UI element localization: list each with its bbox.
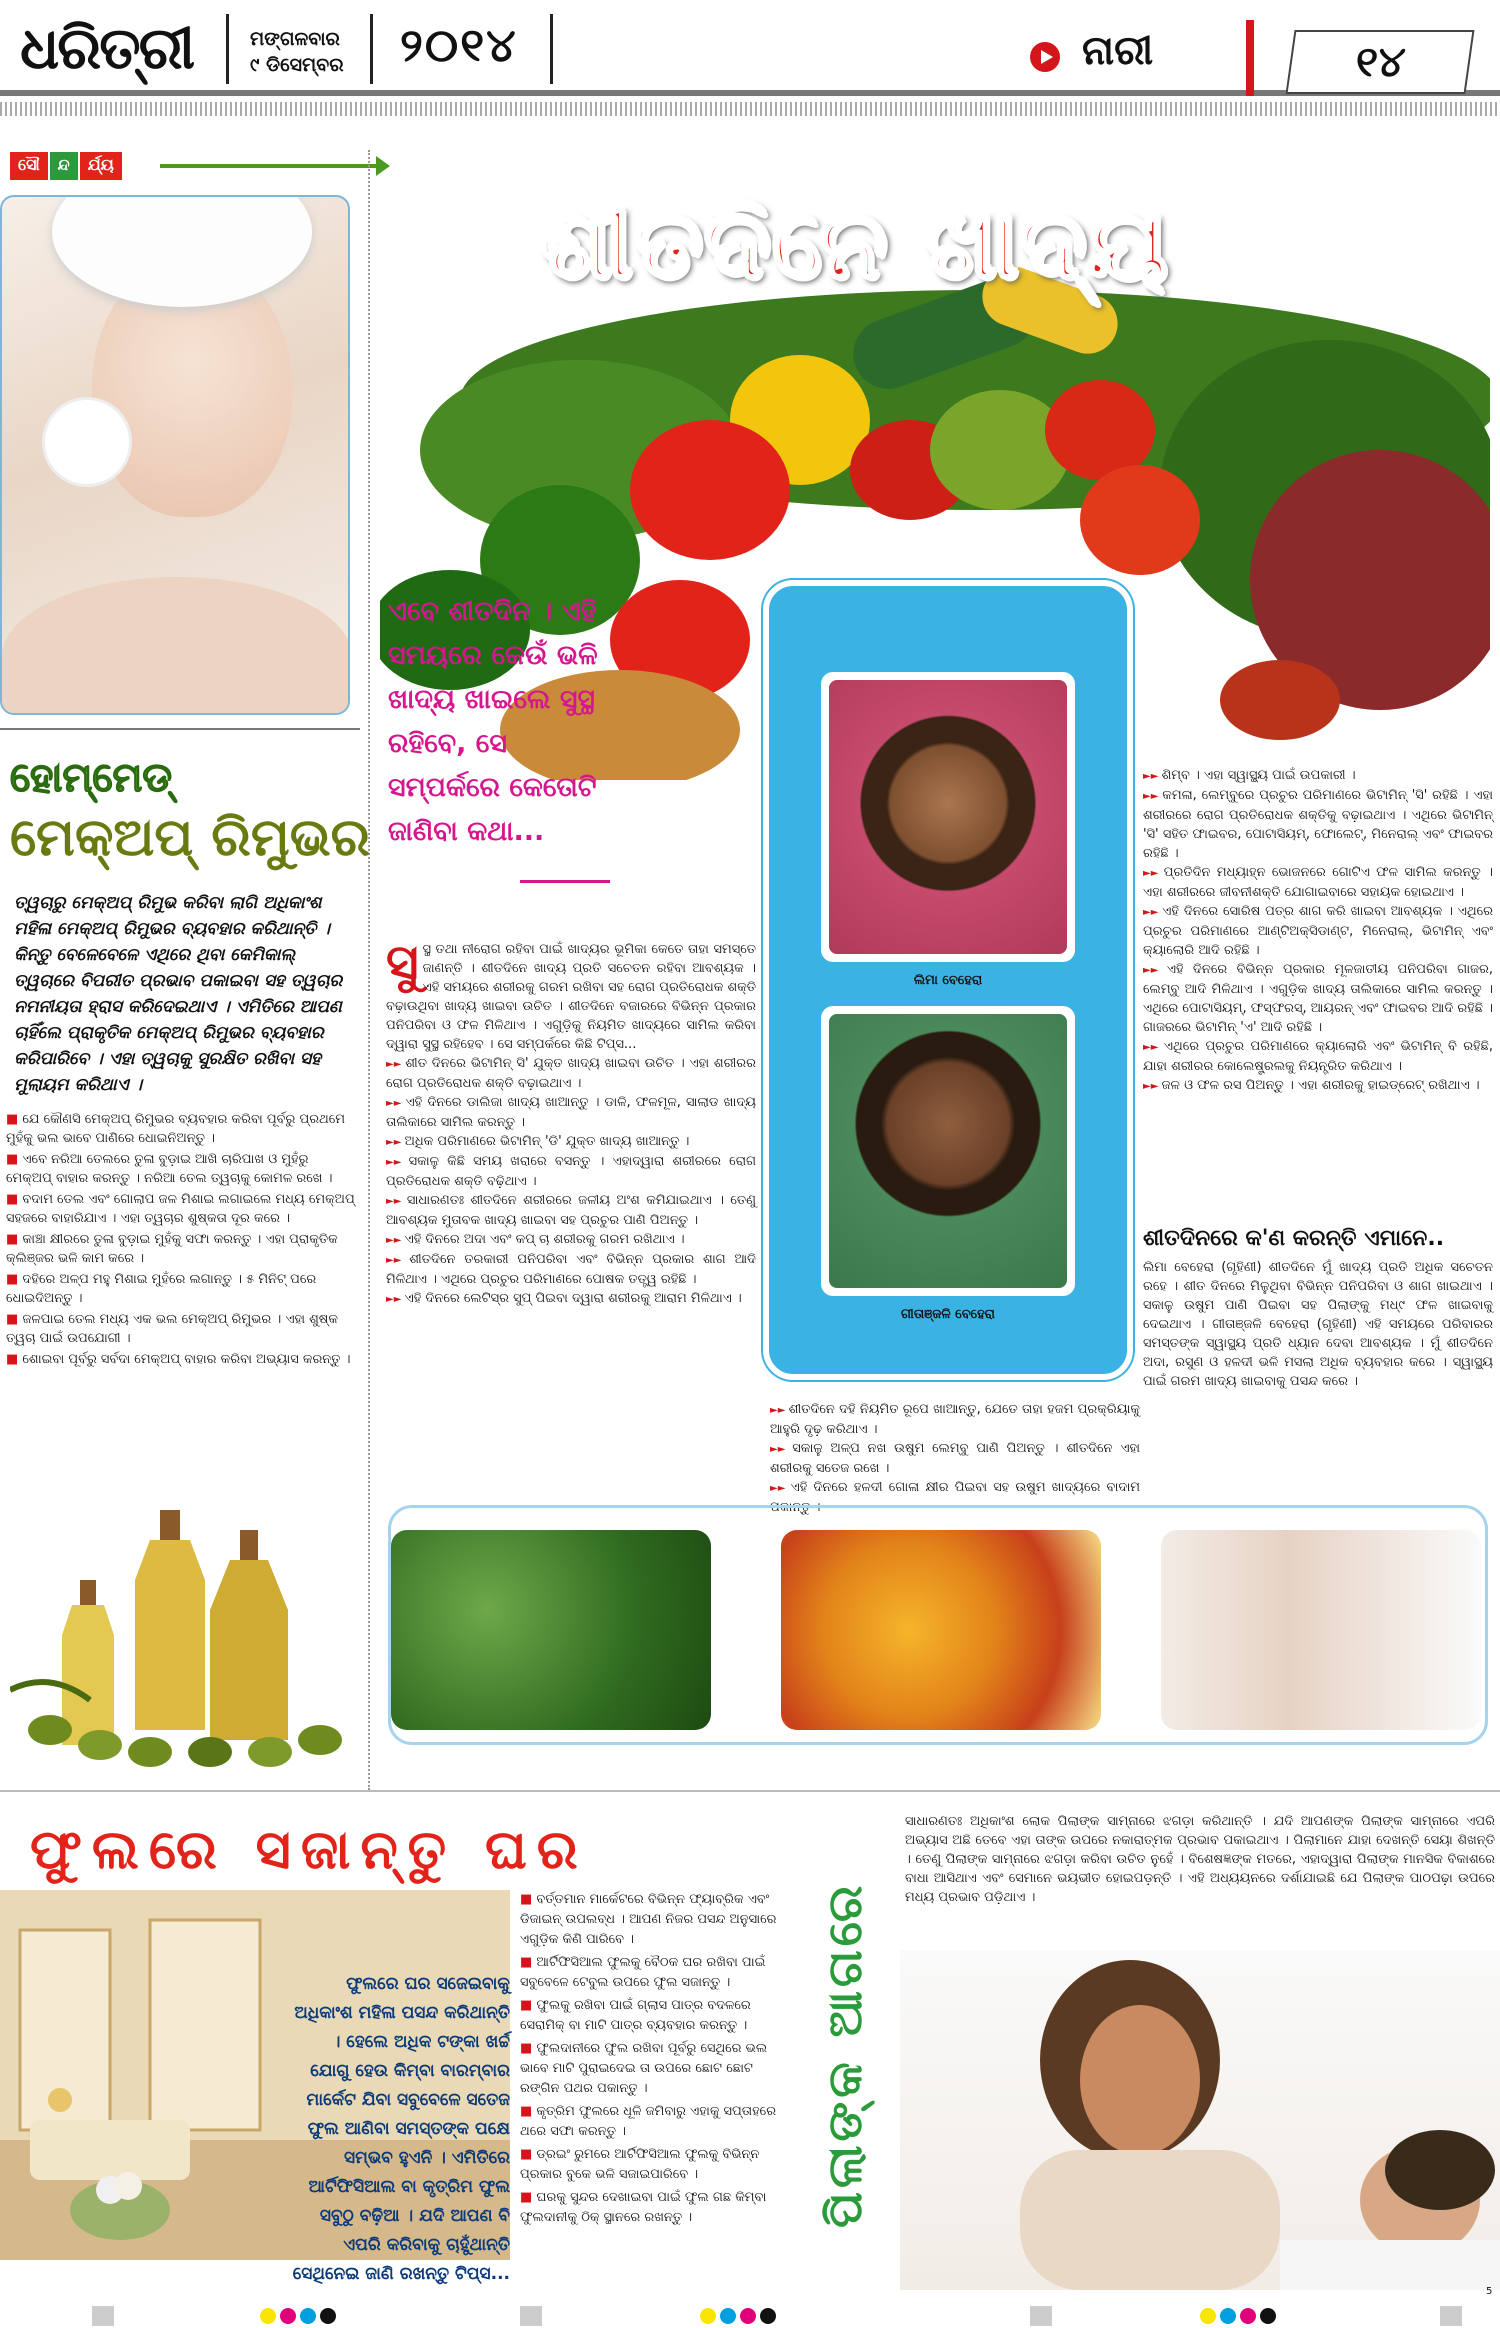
newspaper-logo: ଧରିତ୍ରୀ bbox=[20, 14, 194, 82]
list-item: ►► ଏହି ଦିନରେ ସୋରିଷ ପତ୍ର ଶାଗ କରି ଖାଇବା ଆବଶ୍ୟକ । ଏଥିରେ ପ୍ରଚୁର ପରିମାଣରେ ଆଣ୍ଟିଅକ୍ସିଡାଣ୍ଟ, ମିନେରାଲ୍‌, ଭିଟାମିନ୍‌ ଏବଂ କ୍ୟାଲୋରି ଆଦି ରହିଛି । bbox=[1143, 902, 1493, 960]
registration-dot bbox=[700, 2308, 716, 2324]
decor-intro: ଫୁଲରେ ଘର ସଜେଇବାକୁ ଅଧିକାଂଶ ମହିଳା ପସନ୍ଦ କରିଥାନ୍ତି । ହେଲେ ଅଧିକ ଟଙ୍କା ଖର୍ଚ୍ଚ ଯୋଗୁ ହେଉ କିମ୍ବା ବାରମ୍ବାର ମାର୍କେଟ ଯିବା ସବୁବେଳେ ସତେଜ ଫୁଲ ଆଣିବା ସମସ୍ତଙ୍କ ପକ୍ଷେ ସମ୍ଭବ ହୁଏନି । ଏମିତିରେ ଆର୍ଟିଫିସିଆଲ ବା କୃତ୍ରିମ ଫୁଲ ସବୁଠୁ ବଢ଼ିଆ । ଯଦି ଆପଣ ବି ଏପରି କରିବାକୁ ଚାହୁଁଥାନ୍ତି ସେଥିନେଇ ଜାଣି ରଖନ୍ତୁ ଟିପ୍ସ... bbox=[292, 1974, 510, 2284]
rule bbox=[0, 728, 360, 730]
column-rule bbox=[368, 150, 370, 1790]
list-item: ►► ଏହି ଦିନରେ ଲେଟିସ୍‌ର ସୁପ୍‌ ପିଇବା ଦ୍ୱାରା ଶରୀରକୁ ଆରାମ ମିଳିଥାଏ । bbox=[386, 1289, 756, 1309]
portrait-frame bbox=[821, 1006, 1075, 1322]
page-number: ୧୪ bbox=[1286, 30, 1475, 94]
beauty-tag-part: ର୍ଯ୍ୟ bbox=[80, 152, 122, 180]
subheading: ଶୀତଦିନରେ କ'ଣ କରନ୍ତି ଏମାନେ.. bbox=[1143, 1226, 1445, 1251]
cotton-pad bbox=[42, 397, 132, 487]
food-column-3 bbox=[1143, 1258, 1493, 1391]
section-separator bbox=[0, 1790, 1500, 1792]
list-item: ►► ସକାଳୁ ଅଳ୍ପ ନଖ ଉଷୁମ ଲେମ୍ବୁ ପାଣି ପିଅନ୍ତୁ । ଶୀତଦିନେ ଏହା ଶରୀରକୁ ସତେଜ ରଖେ । bbox=[770, 1439, 1140, 1478]
registration-dot bbox=[1220, 2308, 1236, 2324]
arrow-decoration bbox=[520, 880, 610, 883]
photo-strip bbox=[388, 1505, 1488, 1745]
divider bbox=[370, 14, 373, 84]
registration-block bbox=[92, 2306, 114, 2326]
list-item: ■ କୃତ୍ରିମ ଫୁଲରେ ଧୂଳି ଜମିବାରୁ ଏହାକୁ ସପ୍ତାହରେ ଥରେ ସଫା କରନ୍ତୁ । bbox=[520, 2102, 790, 2142]
beauty-tag-part: ନ୍ଦ bbox=[50, 152, 78, 180]
list-item: ►► ଏହି ଦିନରେ ଡାଲିଜା ଖାଦ୍ୟ ଖାଆନ୍ତୁ । ଡାଳି, ଫଳମୂଳ, ସାଲାଡ ଖାଦ୍ୟ ତାଲିକାରେ ସାମିଲ କରନ୍ତୁ । bbox=[386, 1093, 756, 1132]
list-item: ►► ସାଧାରଣତଃ ଶୀତଦିନେ ଶରୀରରେ ଜଳୀୟ ଅଂଶ କମିଯାଇଥାଏ । ତେଣୁ ଆବଶ୍ୟକ ମୁତାବକ ଖାଦ୍ୟ ଖାଇବା ସହ ପ୍ରଚୁର ପାଣି ପିଅନ୍ତୁ । bbox=[386, 1191, 756, 1230]
print-registration-bar bbox=[0, 2286, 1500, 2328]
registration-dot bbox=[740, 2308, 756, 2324]
masthead bbox=[0, 0, 1500, 96]
portrait-panel bbox=[763, 580, 1133, 1380]
beauty-title-line1: ହୋମ୍‌ମେଡ୍‌ bbox=[10, 755, 172, 801]
list-item: ■ ଜଳପାଇ ତେଲ ମଧ୍ୟ ଏକ ଭଲ ମେକ୍‌ଅପ୍‌ ରିମୁଭର । ଏହା ଶୁଷ୍କ ତ୍ୱଚା ପାଇଁ ଉପଯୋଗୀ । bbox=[6, 1310, 358, 1348]
list-item: ►► ସକାଳୁ କିଛି ସମୟ ଖରାରେ ବସନ୍ତୁ । ଏହାଦ୍ୱାରା ଶରୀରରେ ରୋଗ ପ୍ରତିରୋଧକ ଶକ୍ତି ବଢ଼ିଥାଏ । bbox=[386, 1152, 756, 1191]
kids-article: ସାଧାରଣତଃ ଅଧିକାଂଶ ଲୋକ ପିଲାଙ୍କ ସାମ୍ନାରେ ଝଗଡ଼ା କରିଥାନ୍ତି । ଯଦି ଆପଣଙ୍କ ପିଲାଙ୍କ ସାମ୍ନାରେ ଏପରି ଅଭ୍ୟାସ ଅଛି ତେବେ ଏହା ତାଙ୍କ ଉପରେ ନକାରାତ୍ମକ ପ୍ରଭାବ ପକାଇଥାଏ । ପିଲାମାନେ ଯାହା ଦେଖନ୍ତି ସେୟା ଶିଖନ୍ତି । ତେଣୁ ପିଲାଙ୍କ ସାମ୍ନାରେ ଝଗଡ଼ା କରିବା ଉଚିତ ନୁହେଁ । ବିଶେଷଜ୍ଞଙ୍କ ମତରେ, ଏହାଦ୍ୱାରା ପିଲାଙ୍କ ମାନସିକ ବିକାଶରେ ବାଧା ଆସିଥାଏ ଏବଂ ସେମାନେ ଭୟଭୀତ ହୋଇପଡ଼ନ୍ତି । ଏହି ଅଧ୍ୟୟନରେ ଦର୍ଶାଯାଇଛି ଯେ ପିଲାଙ୍କ ପାଠପଢ଼ା ଉପରେ ମଧ୍ୟ ପ୍ରଭାବ ପଡ଼ିଥାଏ । bbox=[905, 1814, 1495, 1905]
masthead-rule bbox=[0, 102, 1500, 116]
woman-eating-salad-photo bbox=[1161, 1530, 1481, 1730]
dateline bbox=[250, 26, 344, 78]
list-item: ►► ଶିମ୍ବ । ଏହା ସ୍ୱାସ୍ଥ୍ୟ ପାଇଁ ଉପକାରୀ । bbox=[1143, 766, 1493, 786]
list-item: ►► ଜଳ ଓ ଫଳ ରସ ପିଅନ୍ତୁ । ଏହା ଶରୀରକୁ ହାଇଡ୍ରେଟ୍‌ ରଖିଥାଏ । bbox=[1143, 1076, 1493, 1096]
registration-dot bbox=[260, 2308, 276, 2324]
list-item: ►► ଶୀତ ଦିନରେ ଭିଟାମିନ୍‌ ସି' ଯୁକ୍ତ ଖାଦ୍ୟ ଖାଇବା ଉଚିତ । ଏହା ଶରୀରର ରୋଗ ପ୍ରତିରୋଧକ ଶକ୍ତି ବଢ଼ାଇଥାଏ । bbox=[386, 1054, 756, 1093]
kids-vertical-headline: ପିଲାଙ୍କ ଆଗରେ bbox=[817, 1881, 873, 2229]
registration-block bbox=[520, 2306, 542, 2326]
registration-dot bbox=[760, 2308, 776, 2324]
portrait-photo bbox=[829, 680, 1067, 954]
food-column-1 bbox=[386, 933, 757, 1309]
red-divider bbox=[1246, 20, 1254, 96]
registration-block bbox=[1440, 2306, 1462, 2326]
section-title: ନାରୀ bbox=[1082, 28, 1154, 74]
list-item: ■ ଏବେ ନରିଆ ତେଲରେ ତୁଳା ବୁଡ଼ାଇ ଆଖି ଚାରିପାଖ ଓ ମୁହଁରୁ ମେକ୍‌ଅପ୍‌ ବାହାର କରନ୍ତୁ । ନରିଆ ତେଲ ତ୍ୱଚାକୁ କୋମଳ ରଖେ । bbox=[6, 1150, 358, 1188]
paragraph: ସ୍ଥ ତଥା ନୀରୋଗ ରହିବା ପାଇଁ ଖାଦ୍ୟର ଭୂମିକା କେତେ ତାହା ସମସ୍ତେ ଜାଣନ୍ତି । ଶୀତଦିନେ ଖାଦ୍ୟ ପ୍ରତି ସଚେତନ ରହିବା ଆବଶ୍ୟକ । ଏହି ସମୟରେ ଶରୀରକୁ ଗରମ ରଖିବା ସହ ରୋଗ ପ୍ରତିରୋଧକ ଶକ୍ତି ବଢ଼ାଉଥିବା ଖାଦ୍ୟ ଖାଇବା ଉଚିତ । ଶୀତଦିନେ ବଜାରରେ ବିଭିନ୍ନ ପ୍ରକାର ପନିପରିବା ଓ ଫଳ ମିଳିଥାଏ । ଏଗୁଡ଼ିକୁ ନିୟମିତ ଖାଦ୍ୟରେ ସାମିଲ କରିବା ଦ୍ୱାରା ସୁସ୍ଥ ରହିହେବ । ସେ ସମ୍ପର୍କରେ କିଛି ଟିପ୍ସ... bbox=[386, 942, 757, 1052]
dropcap: ସୁ bbox=[386, 933, 419, 991]
page-footer-number: 5 bbox=[1486, 2286, 1493, 2297]
portrait-caption: ଗୀତାଞ୍ଜଳି ବେହେରା bbox=[901, 1307, 995, 1322]
paragraph: ଲିମା ବେହେରା (ଗୃହିଣୀ) ଶୀତଦିନେ ମୁଁ ଖାଦ୍ୟ ପ୍ରତି ଅଧିକ ସଚେତନ ରହେ । ଶୀତ ଦିନରେ ମିଳୁଥିବା ବିଭିନ୍ନ ପନିପରିବା ଓ ଶାଗ ଖାଇଥାଏ । ସକାଳୁ ଉଷୁମ ପାଣି ପିଇବା ସହ ପିଲାଙ୍କୁ ମଧ୍୯ ଫଳ ଖାଇବାକୁ ଦେଇଥାଏ । ଗୀତାଞ୍ଜଳି ବେହେରା (ଗୃହିଣୀ) ଏହି ସମୟରେ ପରିବାରର ସମସ୍ତଙ୍କ ସ୍ୱାସ୍ଥ୍ୟ ପ୍ରତି ଧ୍ୟାନ ଦେବା ଆବଶ୍ୟକ । ମୁଁ ଶୀତଦିନେ ଅଦା, ରସୁଣ ଓ ହଳଦୀ ଭଳି ମସଲା ଅଧିକ ବ୍ୟବହାର କରେ । ସ୍ୱାସ୍ଥ୍ୟ ପାଇଁ ଗରମ ଖାଦ୍ୟ ଖାଇବାକୁ ପସନ୍ଦ କରେ । bbox=[1143, 1260, 1493, 1389]
list-item: ■ ଆର୍ଟିଫିସିଆଲ ଫୁଲକୁ ବୈଠକ ଘର ରଖିବା ପାଇଁ ସବୁବେଳେ ଟେବୁଲ ଉପରେ ଫୁଲ ସଜାନ୍ତୁ । bbox=[520, 1953, 790, 1993]
registration-dot bbox=[280, 2308, 296, 2324]
list-item: ►► କମଳା, ଲେମ୍ବୁରେ ପ୍ରଚୁର ପରିମାଣରେ ଭିଟାମିନ୍‌ 'ସି' ରହିଛି । ଏହା ଶରୀରରେ ରୋଗ ପ୍ରତିରୋଧକ ଶକ୍ତିକୁ ବଢ଼ାଇଥାଏ । ଏଥିରେ ଭିଟାମିନ୍‌ 'ସି' ସହିତ ଫାଇବର, ପୋଟାସିୟମ୍‌, ଫୋଲେଟ୍‌, ମିନେରାଲ୍‌ ଏବଂ ଫାଇବର ରହିଛି । bbox=[1143, 786, 1493, 863]
registration-block bbox=[1030, 2306, 1052, 2326]
towel-shape bbox=[52, 195, 312, 307]
day-label: ମଙ୍ଗଳବାର bbox=[250, 28, 340, 50]
food-column-2 bbox=[1143, 766, 1493, 1096]
decor-headline: ଫୁଲରେ ସଜାନ୍ତୁ ଘର bbox=[30, 1818, 588, 1881]
list-item: ►► ଶୀତଦିନେ ତରକାରୀ ପନିପରିବା ଏବଂ ବିଭିନ୍ନ ପ୍ରକାର ଶାଗ ଆଦି ମିଳିଥାଏ । ଏଥିରେ ପ୍ରଚୁର ପରିମାଣରେ ପୋଷକ ତତ୍ତ୍ୱ ରହିଛି । bbox=[386, 1250, 756, 1289]
beauty-bullets bbox=[6, 1110, 358, 1371]
play-icon bbox=[1030, 42, 1060, 72]
shoulder-shape bbox=[2, 577, 350, 715]
lead-text: ଏବେ ଶୀତଦିନ । ଏହି ସମୟରେ କେଉଁ ଭଳି ଖାଦ୍ୟ ଖାଇଲେ ସୁସ୍ଥ ରହିବେ, ସେ ସମ୍ପର୍କରେ କେତୋଟି ଜାଣିବା କଥା... bbox=[388, 596, 598, 847]
portrait-caption: ଲିମା ବେହେରା bbox=[913, 973, 983, 988]
beauty-tag bbox=[10, 152, 122, 180]
date-label: ୯ ଡିସେମ୍ବର bbox=[250, 54, 344, 76]
list-item: ■ ବର୍ତ୍ତମାନ ମାର୍କେଟରେ ବିଭିନ୍ନ ଫ୍ୟାବ୍ରିକ ଏବଂ ଡିଜାଇନ୍‌ ଉପଲବ୍ଧ । ଆପଣ ନିଜର ପସନ୍ଦ ଅନୁସାରେ ଏଗୁଡ଼ିକ କିଣି ପାରିବେ । bbox=[520, 1890, 790, 1950]
list-item: ■ ଘରକୁ ସୁନ୍ଦର ଦେଖାଇବା ପାଇଁ ଫୁଲ ଗଛ କିମ୍ବା ଫୁଲଦାନୀକୁ ଠିକ୍‌ ସ୍ଥାନରେ ରଖନ୍ତୁ । bbox=[520, 2188, 790, 2228]
fruit-salad-photo bbox=[781, 1530, 1101, 1730]
list-item: ►► ଶୀତଦିନେ ଦହି ନିୟମିତ ରୂପେ ଖାଆନ୍ତୁ, ଯେତେ ତାହା ହଜମ ପ୍ରକ୍ରିୟାକୁ ଆହୁରି ଦୃଢ଼ କରିଥାଏ । bbox=[770, 1400, 1140, 1439]
list-item: ■ ଡ୍ରଇଂ ରୁମରେ ଆର୍ଟିଫିସିଆଲ ଫୁଲକୁ ବିଭିନ୍ନ ପ୍ରକାର ବୁକେ ଭଳି ସଜାଇପାରିବେ । bbox=[520, 2145, 790, 2185]
olive-oil-image bbox=[10, 1490, 360, 1770]
list-item: ►► ଏଥିରେ ପ୍ରଚୁର ପରିମାଣରେ କ୍ୟାଲୋରି ଏବଂ ଭିଟାମିନ୍‌ ବି ରହିଛି, ଯାହା ଶରୀରର କୋଲେଷ୍ଟ୍ରଲକୁ ନିୟନ୍ତ୍ରିତ କରିଥାଏ । bbox=[1143, 1037, 1493, 1076]
skincare-photo bbox=[0, 195, 350, 715]
list-item: ■ ଫୁଲଦାନୀରେ ଫୁଲ ରଖିବା ପୂର୍ବରୁ ସେଥିରେ ଭଲ ଭାବେ ମାଟି ପୁରାଇଦେଇ ତା ଉପରେ ଛୋଟ ଛୋଟ ରଙ୍ଗିନ ପଥର ପକାନ୍ତୁ । bbox=[520, 2039, 790, 2099]
decor-bullets bbox=[520, 1890, 790, 2231]
greens-photo bbox=[391, 1530, 711, 1730]
registration-dot bbox=[720, 2308, 736, 2324]
registration-dot bbox=[1200, 2308, 1216, 2324]
list-item: ■ ଶୋଇବା ପୂର୍ବରୁ ସର୍ବଦା ମେକ୍‌ଅପ୍‌ ବାହାର କରିବା ଅଭ୍ୟାସ କରନ୍ତୁ । bbox=[6, 1350, 358, 1369]
list-item: ►► ଏହି ଦିନରେ ବିଭିନ୍ନ ପ୍ରକାର ମୂଳଜାତୀୟ ପନିପରିବା ଗାଜର, ଲେମ୍ବୁ ଆଦି ମିଳିଥାଏ । ଏଗୁଡ଼ିକ ଖାଦ୍ୟ ତାଲିକାରେ ସାମିଲ କରନ୍ତୁ । ଏଥିରେ ପୋଟାସିୟମ୍‌, ଫସ୍‌ଫରସ୍‌, ଆୟରନ୍‌ ଏବଂ ଫାଇବର ଆଦି ରହିଛି । ଗାଜରରେ ଭିଟାମିନ୍‌ 'ଏ' ଆଦି ରହିଛି । bbox=[1143, 960, 1493, 1037]
beauty-intro: ତ୍ୱଚାରୁ ମେକ୍‌ଅପ୍‌ ରିମୁଭ କରିବା ଲାଗି ଅଧିକାଂଶ ମହିଳା ମେକ୍‌ଅପ୍‌ ରିମୁଭର ବ୍ୟବହାର କରିଥାନ୍ତି । କିନ୍ତୁ ବେଳେବେଳେ ଏଥିରେ ଥିବା କେମିକାଲ୍‌ ତ୍ୱଚାରେ ବିପରୀତ ପ୍ରଭାବ ପକାଇବା ସହ ତ୍ୱଚାର ନମନୀୟତା ହ୍ରାସ କରିଦେଇଥାଏ । ଏମିତିରେ ଆପଣ ଚାହିଁଲେ ପ୍ରାକୃତିକ ମେକ୍‌ଅପ୍‌ ରିମୁଭର ବ୍ୟବହାର କରିପାରିବେ । ଏହା ତ୍ୱଚାକୁ ସୁରକ୍ଷିତ ରଖିବା ସହ ମୁଲାୟମ କରିଥାଏ । bbox=[14, 893, 343, 1095]
portrait-photo bbox=[829, 1014, 1067, 1288]
year-label: ୨୦୧୪ bbox=[400, 18, 518, 72]
divider bbox=[226, 14, 229, 84]
arrow-decoration bbox=[160, 164, 380, 168]
main-headline: ଶୀତଦିନେ ଖାଦ୍ୟ bbox=[540, 188, 1170, 300]
beauty-tag-part: ସୌ bbox=[10, 152, 48, 180]
registration-dot bbox=[320, 2308, 336, 2324]
registration-dot bbox=[300, 2308, 316, 2324]
list-item: ■ ବଦାମ ତେଲ ଏବଂ ଗୋଲାପ ଜଳ ମିଶାଇ ଲଗାଇଲେ ମଧ୍ୟ ମେକ୍‌ଅପ୍‌ ସହଜରେ ବାହାରିଯାଏ । ଏହା ତ୍ୱଚାର ଶୁଷ୍କତା ଦୂର କରେ । bbox=[6, 1190, 358, 1228]
list-item: ►► ଅଧିକ ପରିମାଣରେ ଭିଟାମିନ୍‌ 'ଡି' ଯୁକ୍ତ ଖାଦ୍ୟ ଖାଆନ୍ତୁ । bbox=[386, 1132, 756, 1152]
list-item: ►► ପ୍ରତିଦିନ ମଧ୍ୟାହ୍ନ ଭୋଜନରେ ଗୋଟିଏ ଫଳ ସାମିଲ କରନ୍ତୁ । ଏହା ଶରୀରରେ ଜୀବନୀଶକ୍ତି ଯୋଗାଇବାରେ ସହାୟକ ହୋଇଥାଏ । bbox=[1143, 863, 1493, 902]
list-item: ■ ଯେ କୌଣସି ମେକ୍‌ଅପ୍‌ ରିମୁଭର ବ୍ୟବହାର କରିବା ପୂର୍ବରୁ ପ୍ରଥମେ ମୁହଁକୁ ଭଲ ଭାବେ ପାଣିରେ ଧୋଇନିଅନ୍ତୁ । bbox=[6, 1110, 358, 1148]
list-item: ►► ଏହି ଦିନରେ ଅଦା ଏବଂ କପ୍‌ ଚା ଶରୀରକୁ ଗରମ ରଖିଥାଏ । bbox=[386, 1230, 756, 1250]
registration-dot bbox=[1260, 2308, 1276, 2324]
registration-dot bbox=[1240, 2308, 1256, 2324]
list-item: ■ କାଞ୍ଚା କ୍ଷୀରରେ ତୁଳା ବୁଡ଼ାଇ ମୁହଁକୁ ସଫା କରନ୍ତୁ । ଏହା ପ୍ରାକୃତିକ କ୍ଲିଞ୍ଜର ଭଳି କାମ କରେ । bbox=[6, 1230, 358, 1268]
list-item: ■ ଦହିରେ ଅଳ୍ପ ମହୁ ମିଶାଇ ମୁହଁରେ ଲଗାନ୍ତୁ । ୫ ମିନିଟ୍‌ ପରେ ଧୋଇଦିଅନ୍ତୁ । bbox=[6, 1270, 358, 1308]
list-item: ■ ଫୁଲକୁ ରଖିବା ପାଇଁ ଗ୍ଲାସ ପାତ୍ର ବଦଳରେ ସେରାମିକ୍‌ ବା ମାଟି ପାତ୍ର ବ୍ୟବହାର କରନ୍ତୁ । bbox=[520, 1996, 790, 2036]
portrait-frame bbox=[821, 672, 1075, 988]
list-item: ►► ଏହି ଦିନରେ ହଳଦୀ ଗୋଳା କ୍ଷୀର ପିଇବା ସହ ଉଷୁମ ଖାଦ୍ୟରେ ବାଦାମ ପକାନ୍ତୁ । bbox=[770, 1478, 1140, 1517]
food-column-1-continued bbox=[770, 1400, 1140, 1517]
divider bbox=[550, 14, 553, 84]
beauty-title-line2: ମେକ୍‌ଅପ୍‌ ରିମୁଭର bbox=[10, 808, 371, 868]
mother-child-photo bbox=[900, 1950, 1500, 2290]
